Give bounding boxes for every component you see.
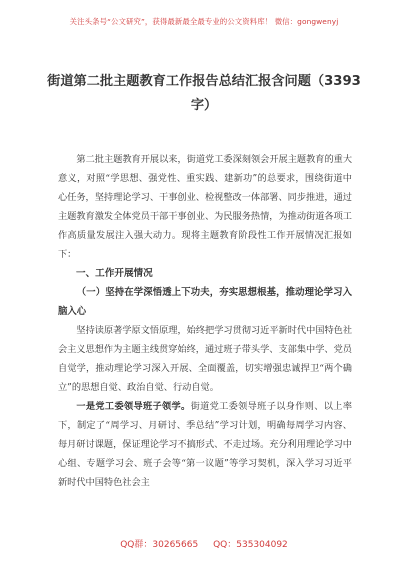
subsection-heading: （一）坚持在学深悟透上下功夫，夯实思想根基，推动理论学习入脑入心	[58, 287, 352, 317]
qq-group: QQ群：30265665	[120, 540, 199, 550]
paragraph-lead: 一是党工委领导班子领学。	[76, 401, 191, 412]
body-paragraph: 坚持读原著学原文悟原理，始终把学习贯彻习近平新时代中国特色社会主义思想作为主题主线贯穿始终，通过班子带头学、支部集中学、党员自觉学，推动理论学习深入开展、全面覆盖，切实增强忠诚捍卫“两个确立”的思想自觉、政治自觉、行动自觉。	[58, 325, 353, 393]
paragraph-text: 街道党工委领导班子以身作则、以上率下，制定了“周学习、月研讨、季总结”学习计划，明确每周学习内容、每月研讨课题，保证理论学习不搞形式、不走过场。充分利用理论学习中心组、专题学习会、班子会等“第一议题”等学习契机，深入学习习近平新时代中国特色社会主	[58, 401, 353, 488]
qq-number: QQ：535304092	[213, 540, 288, 550]
section-heading: 一、工作开展情况	[76, 268, 153, 279]
body-paragraph-2	[58, 397, 352, 492]
document-body	[58, 150, 352, 492]
footer-contact	[0, 537, 408, 550]
intro-paragraph: 第二批主题教育开展以来，街道党工委深刻领会开展主题教育的重大意义，对照“学思想、强党性、重实践、建新功”的总要求，围绕街道中心任务，坚持理论学习、干事创业、检视整改一体部署、同步推进，通过主题教育激发全体党员干部干事创业、为民服务热情，为推动街道各项工作高质量发展注入强大动力。现将主题教育阶段性工作开展情况汇报如下：	[58, 154, 353, 260]
document-title: 街道第二批主题教育工作报告总结汇报含问题（3393字）	[47, 74, 361, 113]
header-note: 关注头条号“公文研究”，获得最新最全最专业的公文资料库！ 微信：gongwenyj	[69, 17, 339, 26]
